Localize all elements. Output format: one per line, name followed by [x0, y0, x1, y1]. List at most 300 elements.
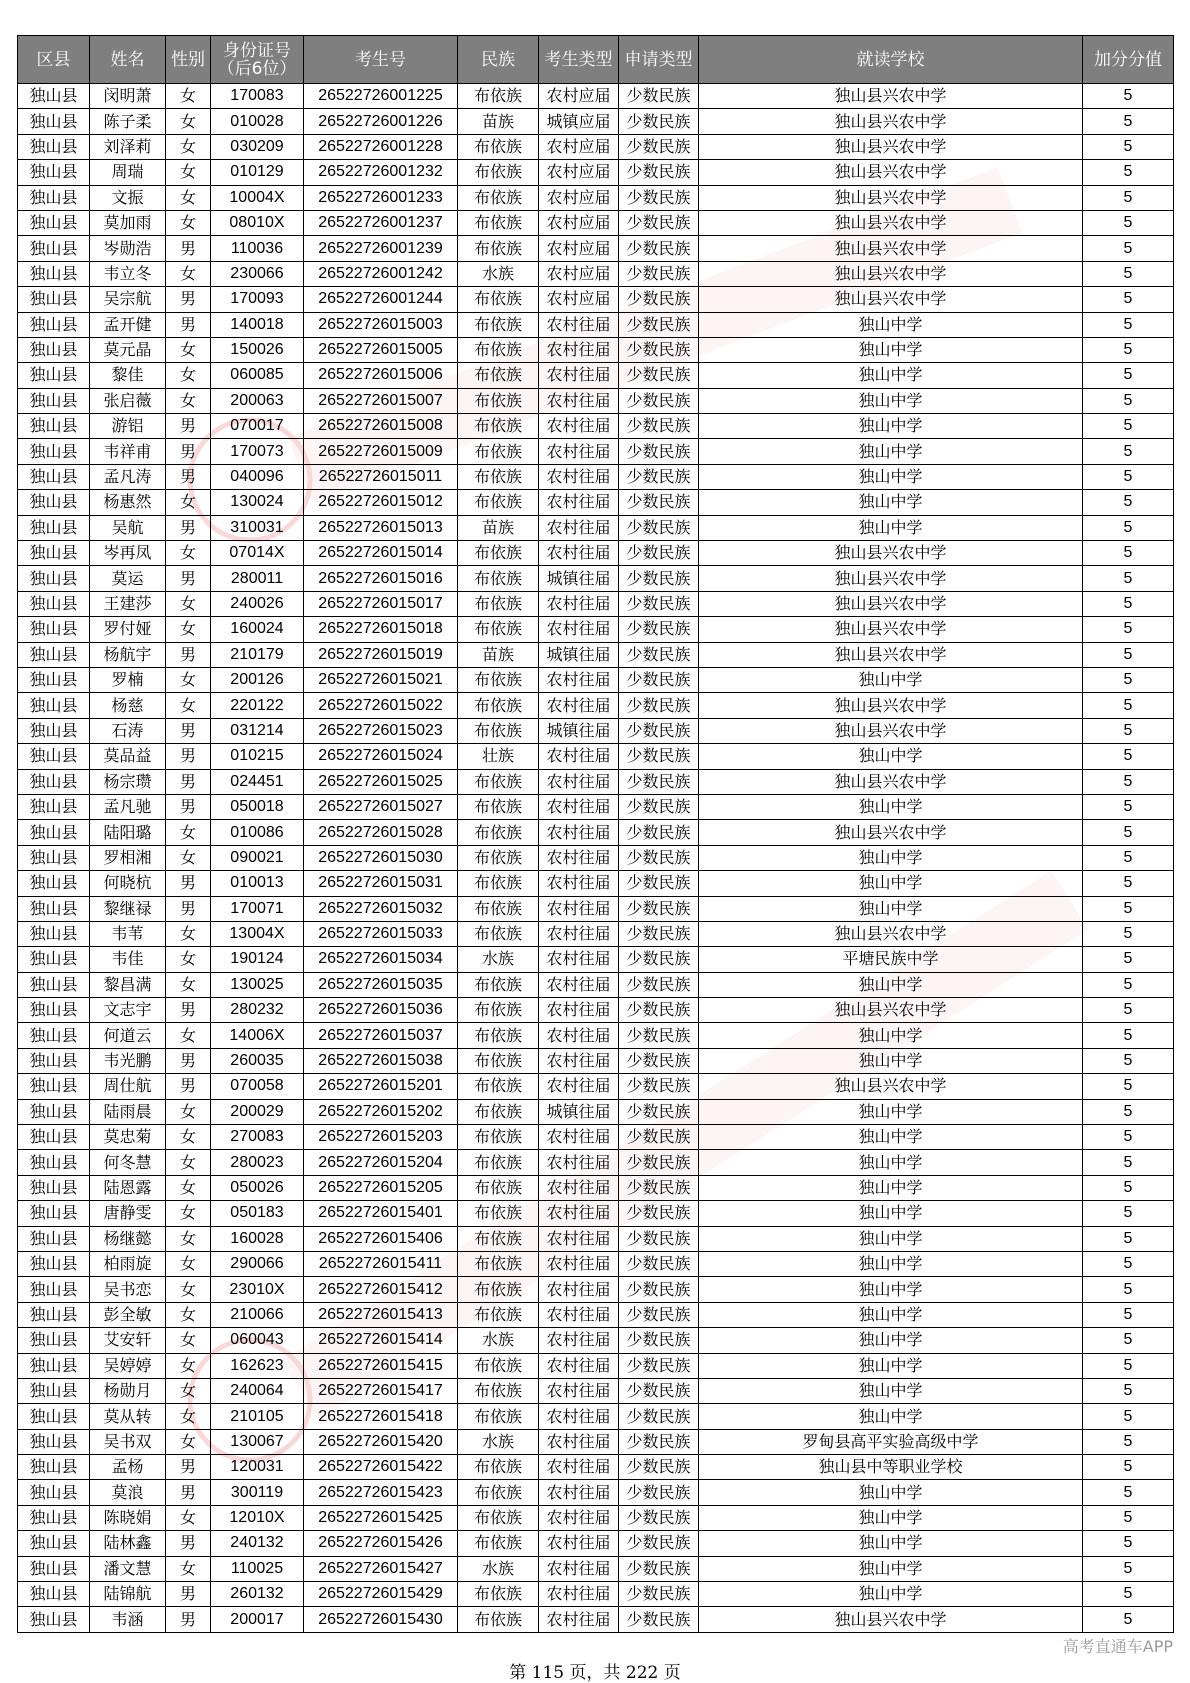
table-cell: 5 [1083, 490, 1174, 515]
table-cell: 农村往届 [539, 1074, 619, 1099]
table-cell: 030209 [211, 134, 304, 159]
table-cell: 少数民族 [619, 871, 699, 896]
table-cell: 26522726015422 [304, 1455, 458, 1480]
table-cell: 07014X [211, 541, 304, 566]
table-cell: 031214 [211, 718, 304, 743]
table-cell: 独山县 [18, 566, 90, 591]
table-cell: 26522726015012 [304, 490, 458, 515]
table-cell: 少数民族 [619, 337, 699, 362]
table-row [18, 896, 1174, 921]
table-cell: 26522726015030 [304, 845, 458, 870]
table-cell: 孟凡涛 [90, 464, 166, 489]
table-cell: 独山中学 [699, 794, 1083, 819]
table-cell: 杨勋月 [90, 1378, 166, 1403]
table-cell: 独山县 [18, 1099, 90, 1124]
table-row [18, 515, 1174, 540]
table-cell: 26522726015021 [304, 667, 458, 692]
table-cell: 少数民族 [619, 236, 699, 261]
table-cell: 独山县 [18, 1048, 90, 1073]
table-cell: 布依族 [458, 998, 539, 1023]
table-cell: 农村往届 [539, 1556, 619, 1581]
table-cell: 少数民族 [619, 1277, 699, 1302]
table-row [18, 1150, 1174, 1175]
table-cell: 农村应届 [539, 185, 619, 210]
table-cell: 男 [166, 515, 211, 540]
table-cell: 070017 [211, 414, 304, 439]
table-row [18, 1404, 1174, 1429]
table-cell: 农村往届 [539, 591, 619, 616]
table-cell: 陈晓娟 [90, 1505, 166, 1530]
table-cell: 290066 [211, 1251, 304, 1276]
table-cell: 布依族 [458, 1378, 539, 1403]
column-header: 申请类型 [619, 36, 699, 84]
table-cell: 240026 [211, 591, 304, 616]
table-cell: 130067 [211, 1429, 304, 1454]
table-row [18, 921, 1174, 946]
table-cell: 独山县兴农中学 [699, 718, 1083, 743]
table-cell: 女 [166, 210, 211, 235]
table-cell: 090021 [211, 845, 304, 870]
table-cell: 5 [1083, 1023, 1174, 1048]
table-cell: 少数民族 [619, 1175, 699, 1200]
table-row [18, 185, 1174, 210]
table-cell: 独山县 [18, 1582, 90, 1607]
table-cell: 独山中学 [699, 1099, 1083, 1124]
table-cell: 26522726015031 [304, 871, 458, 896]
table-cell: 文振 [90, 185, 166, 210]
table-cell: 独山中学 [699, 1531, 1083, 1556]
table-cell: 女 [166, 1302, 211, 1327]
table-cell: 024451 [211, 769, 304, 794]
table-cell: 布依族 [458, 1201, 539, 1226]
table-cell: 独山县兴农中学 [699, 236, 1083, 261]
table-cell: 平塘民族中学 [699, 947, 1083, 972]
table-cell: 050183 [211, 1201, 304, 1226]
table-cell: 布依族 [458, 134, 539, 159]
table-cell: 水族 [458, 1328, 539, 1353]
table-cell: 少数民族 [619, 414, 699, 439]
table-cell: 26522726001242 [304, 261, 458, 286]
table-row [18, 871, 1174, 896]
table-cell: 26522726015036 [304, 998, 458, 1023]
table-cell: 男 [166, 1455, 211, 1480]
table-cell: 140018 [211, 312, 304, 337]
table-row [18, 109, 1174, 134]
table-cell: 女 [166, 693, 211, 718]
table-cell: 独山县兴农中学 [699, 820, 1083, 845]
table-cell: 5 [1083, 972, 1174, 997]
table-cell: 独山县 [18, 972, 90, 997]
table-cell: 农村往届 [539, 1277, 619, 1302]
table-cell: 农村往届 [539, 769, 619, 794]
table-cell: 农村应届 [539, 261, 619, 286]
table-cell: 26522726015008 [304, 414, 458, 439]
table-cell: 独山县 [18, 845, 90, 870]
table-cell: 女 [166, 261, 211, 286]
table-cell: 独山县兴农中学 [699, 693, 1083, 718]
table-cell: 少数民族 [619, 388, 699, 413]
table-cell: 独山中学 [699, 1353, 1083, 1378]
table-cell: 少数民族 [619, 947, 699, 972]
table-cell: 少数民族 [619, 1582, 699, 1607]
table-cell: 独山中学 [699, 1277, 1083, 1302]
table-cell: 布依族 [458, 1226, 539, 1251]
table-cell: 农村往届 [539, 693, 619, 718]
table-cell: 26522726015032 [304, 896, 458, 921]
table-cell: 文志宇 [90, 998, 166, 1023]
table-cell: 布依族 [458, 617, 539, 642]
table-row [18, 769, 1174, 794]
table-row [18, 820, 1174, 845]
table-cell: 280023 [211, 1150, 304, 1175]
table-cell: 女 [166, 1353, 211, 1378]
table-cell: 220122 [211, 693, 304, 718]
table-cell: 男 [166, 566, 211, 591]
table-cell: 26522726015420 [304, 1429, 458, 1454]
table-cell: 少数民族 [619, 439, 699, 464]
table-cell: 布依族 [458, 566, 539, 591]
table-cell: 5 [1083, 414, 1174, 439]
table-cell: 独山中学 [699, 414, 1083, 439]
table-cell: 女 [166, 337, 211, 362]
table-cell: 独山县 [18, 1531, 90, 1556]
table-row [18, 464, 1174, 489]
table-cell: 独山中学 [699, 337, 1083, 362]
table-cell: 5 [1083, 1429, 1174, 1454]
table-row [18, 1429, 1174, 1454]
table-cell: 5 [1083, 439, 1174, 464]
table-cell: 布依族 [458, 718, 539, 743]
table-cell: 独山县 [18, 744, 90, 769]
table-row [18, 1455, 1174, 1480]
table-cell: 5 [1083, 1302, 1174, 1327]
table-cell: 陈子柔 [90, 109, 166, 134]
table-cell: 26522726015037 [304, 1023, 458, 1048]
table-row [18, 794, 1174, 819]
table-cell: 农村往届 [539, 921, 619, 946]
table-cell: 男 [166, 744, 211, 769]
column-header: 加分分值 [1083, 36, 1174, 84]
table-cell: 男 [166, 1480, 211, 1505]
table-cell: 少数民族 [619, 1023, 699, 1048]
table-cell: 莫运 [90, 566, 166, 591]
table-cell: 26522726015009 [304, 439, 458, 464]
table-cell: 独山中学 [699, 490, 1083, 515]
table-cell: 独山县 [18, 1251, 90, 1276]
table-cell: 26522726015414 [304, 1328, 458, 1353]
table-cell: 农村往届 [539, 871, 619, 896]
table-cell: 女 [166, 490, 211, 515]
table-cell: 5 [1083, 617, 1174, 642]
table-cell: 26522726015025 [304, 769, 458, 794]
table-cell: 独山县兴农中学 [699, 109, 1083, 134]
table-cell: 独山中学 [699, 744, 1083, 769]
table-cell: 少数民族 [619, 972, 699, 997]
table-row [18, 1074, 1174, 1099]
table-row [18, 845, 1174, 870]
table-cell: 010086 [211, 820, 304, 845]
table-cell: 5 [1083, 1505, 1174, 1530]
table-cell: 独山县 [18, 287, 90, 312]
table-cell: 布依族 [458, 1404, 539, 1429]
table-cell: 女 [166, 1505, 211, 1530]
table-cell: 5 [1083, 871, 1174, 896]
table-cell: 少数民族 [619, 261, 699, 286]
table-cell: 10004X [211, 185, 304, 210]
table-cell: 少数民族 [619, 490, 699, 515]
table-row [18, 388, 1174, 413]
table-cell: 吴书双 [90, 1429, 166, 1454]
table-cell: 独山县 [18, 693, 90, 718]
column-header: 性别 [166, 36, 211, 84]
table-cell: 农村往届 [539, 667, 619, 692]
table-cell: 黎佳 [90, 363, 166, 388]
table-row [18, 1251, 1174, 1276]
table-cell: 韦光鹏 [90, 1048, 166, 1073]
table-cell: 布依族 [458, 236, 539, 261]
table-cell: 120031 [211, 1455, 304, 1480]
table-cell: 160028 [211, 1226, 304, 1251]
table-cell: 莫加雨 [90, 210, 166, 235]
table-cell: 女 [166, 109, 211, 134]
table-cell: 5 [1083, 261, 1174, 286]
table-cell: 26522726015017 [304, 591, 458, 616]
table-row [18, 1125, 1174, 1150]
table-cell: 200063 [211, 388, 304, 413]
table-cell: 210179 [211, 642, 304, 667]
table-row [18, 414, 1174, 439]
table-cell: 黎继禄 [90, 896, 166, 921]
table-cell: 26522726015007 [304, 388, 458, 413]
table-cell: 女 [166, 1201, 211, 1226]
table-cell: 少数民族 [619, 464, 699, 489]
table-cell: 少数民族 [619, 1378, 699, 1403]
table-cell: 女 [166, 1378, 211, 1403]
table-cell: 闵明萧 [90, 84, 166, 109]
table-cell: 26522726015022 [304, 693, 458, 718]
table-cell: 女 [166, 1556, 211, 1581]
table-cell: 26522726015202 [304, 1099, 458, 1124]
table-cell: 26522726001225 [304, 84, 458, 109]
table-cell: 少数民族 [619, 896, 699, 921]
table-cell: 农村应届 [539, 210, 619, 235]
table-cell: 26522726001237 [304, 210, 458, 235]
table-cell: 城镇应届 [539, 109, 619, 134]
table-cell: 独山县 [18, 160, 90, 185]
table-row [18, 617, 1174, 642]
table-cell: 男 [166, 312, 211, 337]
table-cell: 26522726015427 [304, 1556, 458, 1581]
table-cell: 5 [1083, 134, 1174, 159]
table-row [18, 160, 1174, 185]
table-cell: 独山中学 [699, 1328, 1083, 1353]
table-cell: 5 [1083, 1556, 1174, 1581]
table-cell: 26522726015205 [304, 1175, 458, 1200]
table-header-row [18, 36, 1174, 84]
table-cell: 男 [166, 998, 211, 1023]
table-cell: 少数民族 [619, 591, 699, 616]
table-cell: 独山县兴农中学 [699, 617, 1083, 642]
table-cell: 陆雨晨 [90, 1099, 166, 1124]
column-header: 民族 [458, 36, 539, 84]
table-cell: 布依族 [458, 363, 539, 388]
table-cell: 布依族 [458, 1175, 539, 1200]
table-cell: 农村往届 [539, 1023, 619, 1048]
table-cell: 少数民族 [619, 515, 699, 540]
table-cell: 5 [1083, 1353, 1174, 1378]
table-cell: 5 [1083, 1074, 1174, 1099]
table-cell: 独山县 [18, 617, 90, 642]
table-cell: 莫从转 [90, 1404, 166, 1429]
table-cell: 独山县 [18, 642, 90, 667]
table-cell: 独山县兴农中学 [699, 998, 1083, 1023]
data-table [17, 35, 1174, 1633]
table-cell: 周瑞 [90, 160, 166, 185]
table-cell: 26522726015011 [304, 464, 458, 489]
table-cell: 190124 [211, 947, 304, 972]
table-row [18, 287, 1174, 312]
table-cell: 5 [1083, 1048, 1174, 1073]
table-cell: 26522726015023 [304, 718, 458, 743]
table-cell: 170083 [211, 84, 304, 109]
table-cell: 独山县 [18, 312, 90, 337]
table-cell: 独山县 [18, 1226, 90, 1251]
table-cell: 农村往届 [539, 1455, 619, 1480]
table-cell: 少数民族 [619, 1074, 699, 1099]
table-row [18, 1582, 1174, 1607]
table-cell: 050026 [211, 1175, 304, 1200]
page-footer: 第 115 页，共 222 页 [509, 1663, 681, 1683]
table-cell: 农村往届 [539, 1353, 619, 1378]
table-cell: 少数民族 [619, 109, 699, 134]
table-cell: 布依族 [458, 1099, 539, 1124]
table-cell: 独山县 [18, 1302, 90, 1327]
table-cell: 5 [1083, 1480, 1174, 1505]
table-row [18, 1505, 1174, 1530]
table-cell: 5 [1083, 1201, 1174, 1226]
table-cell: 少数民族 [619, 845, 699, 870]
table-cell: 独山县 [18, 1023, 90, 1048]
table-cell: 060085 [211, 363, 304, 388]
table-cell: 女 [166, 185, 211, 210]
table-cell: 农村往届 [539, 1404, 619, 1429]
table-cell: 独山中学 [699, 1125, 1083, 1150]
table-cell: 农村往届 [539, 1201, 619, 1226]
table-cell: 岑再凤 [90, 541, 166, 566]
table-cell: 女 [166, 1429, 211, 1454]
table-cell: 独山县 [18, 1378, 90, 1403]
table-cell: 130024 [211, 490, 304, 515]
table-cell: 5 [1083, 464, 1174, 489]
table-cell: 陆锦航 [90, 1582, 166, 1607]
table-cell: 独山中学 [699, 1582, 1083, 1607]
table-cell: 少数民族 [619, 1556, 699, 1581]
table-cell: 独山县 [18, 1607, 90, 1632]
table-cell: 少数民族 [619, 210, 699, 235]
table-cell: 农村往届 [539, 896, 619, 921]
table-cell: 男 [166, 769, 211, 794]
table-cell: 少数民族 [619, 617, 699, 642]
column-header: 考生类型 [539, 36, 619, 84]
table-cell: 何晓杭 [90, 871, 166, 896]
table-cell: 070058 [211, 1074, 304, 1099]
table-cell: 独山县兴农中学 [699, 287, 1083, 312]
table-cell: 女 [166, 1099, 211, 1124]
table-cell: 孟开健 [90, 312, 166, 337]
table-cell: 5 [1083, 337, 1174, 362]
table-cell: 少数民族 [619, 160, 699, 185]
brand-label: 高考直通车APP [1062, 1637, 1173, 1656]
table-cell: 独山县 [18, 134, 90, 159]
table-cell: 少数民族 [619, 1531, 699, 1556]
table-cell: 少数民族 [619, 921, 699, 946]
table-cell: 5 [1083, 1125, 1174, 1150]
table-row [18, 134, 1174, 159]
table-cell: 独山县 [18, 261, 90, 286]
table-cell: 布依族 [458, 490, 539, 515]
table-cell: 女 [166, 1226, 211, 1251]
table-row [18, 210, 1174, 235]
table-cell: 260035 [211, 1048, 304, 1073]
table-cell: 城镇往届 [539, 1099, 619, 1124]
table-cell: 少数民族 [619, 566, 699, 591]
table-cell: 独山县兴农中学 [699, 921, 1083, 946]
table-cell: 女 [166, 84, 211, 109]
table-cell: 女 [166, 160, 211, 185]
table-cell: 040096 [211, 464, 304, 489]
table-cell: 独山中学 [699, 1302, 1083, 1327]
table-cell: 少数民族 [619, 1455, 699, 1480]
table-cell: 吴宗航 [90, 287, 166, 312]
table-cell: 布依族 [458, 185, 539, 210]
table-cell: 农村往届 [539, 794, 619, 819]
table-cell: 彭全敏 [90, 1302, 166, 1327]
table-row [18, 591, 1174, 616]
table-cell: 130025 [211, 972, 304, 997]
table-cell: 5 [1083, 947, 1174, 972]
table-cell: 女 [166, 1277, 211, 1302]
table-cell: 独山县兴农中学 [699, 541, 1083, 566]
table-row [18, 261, 1174, 286]
table-cell: 5 [1083, 236, 1174, 261]
table-cell: 少数民族 [619, 312, 699, 337]
table-cell: 农村往届 [539, 439, 619, 464]
table-cell: 布依族 [458, 1023, 539, 1048]
column-header: 区县 [18, 36, 90, 84]
table-cell: 男 [166, 642, 211, 667]
table-cell: 韦涵 [90, 1607, 166, 1632]
table-cell: 少数民族 [619, 185, 699, 210]
table-cell: 少数民族 [619, 134, 699, 159]
table-cell: 布依族 [458, 1251, 539, 1276]
table-row [18, 236, 1174, 261]
table-row [18, 490, 1174, 515]
table-body [18, 84, 1174, 1633]
table-cell: 280232 [211, 998, 304, 1023]
table-cell: 独山县兴农中学 [699, 566, 1083, 591]
table-cell: 唐静雯 [90, 1201, 166, 1226]
table-cell: 少数民族 [619, 1480, 699, 1505]
table-cell: 210105 [211, 1404, 304, 1429]
table-row [18, 337, 1174, 362]
table-cell: 26522726015033 [304, 921, 458, 946]
table-cell: 农村往届 [539, 1607, 619, 1632]
table-cell: 柏雨旋 [90, 1251, 166, 1276]
table-cell: 独山中学 [699, 1480, 1083, 1505]
table-cell: 独山县 [18, 337, 90, 362]
table-cell: 独山县 [18, 896, 90, 921]
table-cell: 王建莎 [90, 591, 166, 616]
